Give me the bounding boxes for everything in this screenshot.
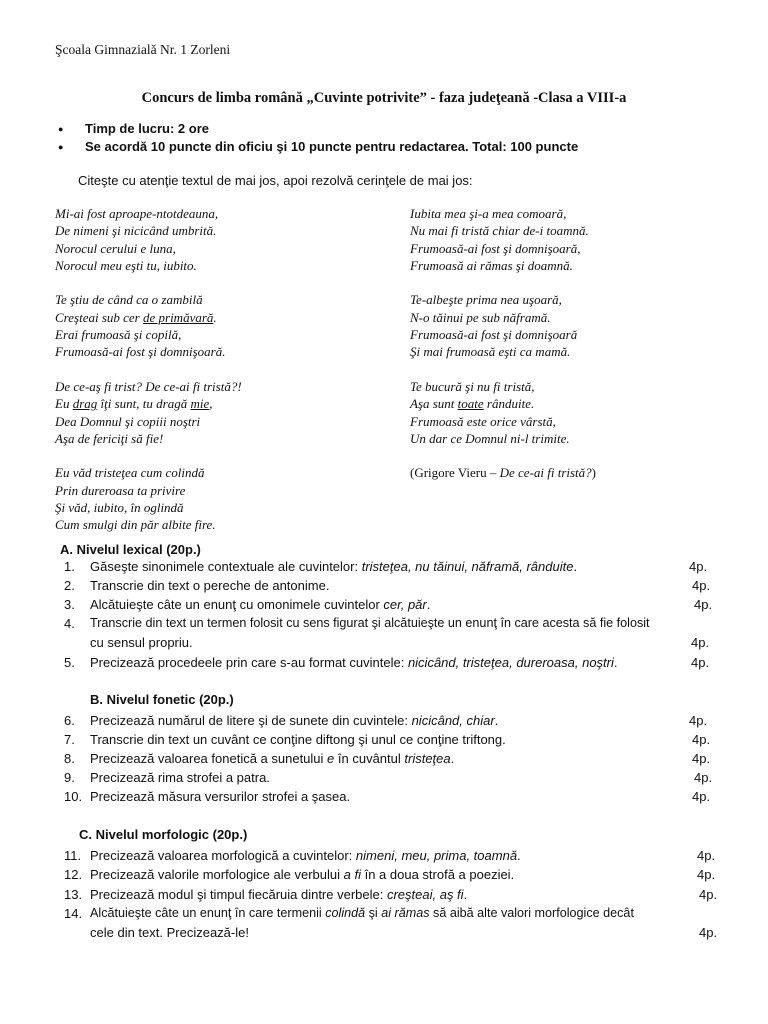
text-part: . <box>613 655 618 670</box>
italic-words: cer, păr <box>383 597 427 612</box>
underlined-word: drag <box>72 396 98 412</box>
stanza-7 <box>410 378 596 447</box>
question-points: 4p. <box>699 925 718 940</box>
question-text: Transcrie din text un cuvânt ce conţine diftong şi unul ce conţine triftong. <box>90 732 506 747</box>
attribution-part: (Grigore Vieru – <box>410 465 500 481</box>
section-b-heading: B. Nivelul fonetic (20p.) <box>90 692 234 707</box>
italic-words: nicicând, chiar <box>411 713 495 728</box>
text-part: Precizează valorile morfologice ale verbului <box>90 867 344 882</box>
question-points: 4p. <box>691 655 710 670</box>
question-text <box>90 557 577 576</box>
verse: Mi-ai fost aproape-ntotdeauna, <box>55 206 219 221</box>
verse: Iubita mea şi-a mea comoară, <box>410 206 567 221</box>
poem-right-column <box>410 205 596 499</box>
verse: De ce-aş fi trist? De ce-ai fi tristă?! <box>55 378 242 394</box>
poem-title: De ce-ai fi tristă? <box>499 465 592 481</box>
verse-part: Creşteai sub cer <box>55 309 143 325</box>
question-11 <box>0 846 768 865</box>
italic-words: nimeni, meu, prima, toamnă <box>355 848 518 863</box>
italic-words: colindă <box>325 906 366 920</box>
verse: Un dar ce Domnul ni-l trimite. <box>410 430 570 446</box>
text-part: cu sensul propriu. <box>90 635 193 650</box>
question-8 <box>0 749 768 768</box>
verse: Erai frumoasă şi copilă, <box>55 327 182 343</box>
verse-part: rânduite. <box>483 396 535 412</box>
poem-attribution <box>410 464 596 481</box>
underlined-word: de primăvară <box>142 309 214 325</box>
section-a-heading: A. Nivelul lexical (20p.) <box>60 542 201 557</box>
text-part: şi <box>365 906 382 920</box>
underlined-word: toate <box>457 396 484 412</box>
question-text <box>90 711 498 730</box>
question-text-line <box>90 923 722 942</box>
question-3 <box>0 595 768 614</box>
question-text: Precizează măsura versurilor strofei a şasea. <box>90 789 351 804</box>
points-info: ● Se acordă 10 puncte din oficiu şi 10 puncte pentru redactarea. Total: 100 puncte <box>55 138 578 156</box>
text-part: Precizează valoarea fonetică a sunetului <box>90 751 328 766</box>
question-points: 4p. <box>692 789 711 804</box>
verse: Norocul cerului e luna, <box>55 240 176 256</box>
question-6 <box>0 711 768 730</box>
time-limit: ● Timp de lucru: 2 ore <box>55 120 578 138</box>
stanza-4 <box>55 464 242 533</box>
text-part: Precizează valoarea morfologică a cuvintelor: <box>90 848 356 863</box>
question-14-text <box>90 904 722 942</box>
text-part: . <box>573 559 578 574</box>
question-10 <box>0 787 768 806</box>
question-text <box>90 885 467 904</box>
verse: Nu mai fi tristă chiar de-i toamnă. <box>410 223 589 239</box>
question-number: 13. <box>64 887 83 902</box>
text-part: . <box>450 751 455 766</box>
stanza-1 <box>55 205 242 274</box>
question-text: Precizează rima strofei a patra. <box>90 770 270 785</box>
text-part: . <box>463 887 468 902</box>
question-text <box>90 846 521 865</box>
question-number: 7. <box>64 732 75 747</box>
question-points: 4p. <box>691 635 710 650</box>
verse: Frumoasă-ai fost şi domnişoară. <box>55 344 226 360</box>
stanza-3 <box>55 378 242 447</box>
verse: Frumoasă este orice vârstă, <box>410 413 556 429</box>
verse: Prin dureroasa ta privire <box>55 482 186 498</box>
verse: De nimeni şi nicicând umbrită. <box>55 223 217 239</box>
exam-info-list <box>55 120 578 156</box>
question-number: 8. <box>64 751 75 766</box>
question-points: 4p. <box>694 770 713 785</box>
school-name: Şcoala Gimnazială Nr. 1 Zorleni <box>55 42 231 57</box>
text-part: Precizează procedeele prin care s-au format cuvintele: <box>90 655 408 670</box>
question-1 <box>0 557 768 576</box>
verse: Şi văd, iubito, în oglindă <box>55 500 184 516</box>
reading-instruction: Citeşte cu atenţie textul de mai jos, apoi rezolvă cerinţele de mai jos: <box>78 173 473 188</box>
question-points: 4p. <box>692 578 711 593</box>
question-number: 3. <box>64 597 75 612</box>
text-part: să aibă alte valori morfologice decât <box>429 906 634 920</box>
text-part: cele din text. Precizează-le! <box>90 925 249 940</box>
question-text <box>90 749 454 768</box>
question-number: 6. <box>64 713 75 728</box>
text-part: Alcătuieşte câte un enunţ cu omonimele cuvintelor <box>90 597 384 612</box>
question-number: 9. <box>64 770 75 785</box>
verse: Norocul meu eşti tu, iubito. <box>55 257 197 273</box>
verse: N-o tăinui pe sub năframă. <box>410 309 551 325</box>
question-4-text <box>90 614 722 652</box>
verse: Te-albeşte prima nea uşoară, <box>410 292 562 308</box>
verse: Frumoasă-ai fost şi domnişoară <box>410 327 578 343</box>
text-part: Alcătuieşte câte un enunţ în care termenii <box>90 906 326 920</box>
verse <box>55 395 242 412</box>
verse: Te bucură şi nu fi tristă, <box>410 378 535 394</box>
question-7 <box>0 730 768 749</box>
verse: Frumoasă ai rămas şi doamnă. <box>410 257 573 273</box>
poem-left-column <box>55 205 242 551</box>
italic-words: tristeţea <box>404 751 451 766</box>
question-points: 4p. <box>697 848 716 863</box>
stanza-2 <box>55 291 242 360</box>
verse: Dea Domnul şi copiii noştri <box>55 413 201 429</box>
stanza-5 <box>410 205 596 274</box>
italic-words: tristeţea, nu tăinui, năframă, rânduite <box>361 559 574 574</box>
question-points: 4p. <box>699 887 718 902</box>
question-points: 4p. <box>692 732 711 747</box>
question-13 <box>0 885 768 904</box>
question-number: 2. <box>64 578 75 593</box>
verse-part: Eu <box>55 396 73 412</box>
verse-part: , <box>209 396 213 412</box>
verse: Te ştiu de când ca o zambilă <box>55 292 203 308</box>
question-text: Transcrie din text o pereche de antonime. <box>90 578 330 593</box>
stanza-6 <box>410 291 596 360</box>
question-number: 4. <box>64 616 75 631</box>
text-part: în a doua strofă a poeziei. <box>360 867 515 882</box>
question-number: 5. <box>64 655 75 670</box>
question-points: 4p. <box>689 713 708 728</box>
question-text <box>90 653 618 672</box>
question-number: 14. <box>64 906 83 921</box>
italic-words: ai rămas <box>381 906 430 920</box>
question-2 <box>0 576 768 595</box>
question-text-line <box>90 633 722 652</box>
text-part: Precizează numărul de litere şi de sunete din cuvintele: <box>90 713 412 728</box>
italic-words: e <box>327 751 335 766</box>
italic-words: a fi <box>343 867 361 882</box>
verse-part: . <box>213 309 217 325</box>
section-c-heading: C. Nivelul morfologic (20p.) <box>79 827 248 842</box>
question-9 <box>0 768 768 787</box>
verse: Eu văd tristeţea cum colindă <box>55 465 205 481</box>
text-part: . <box>426 597 431 612</box>
text-part: . <box>517 848 521 863</box>
attribution-part: ) <box>591 465 597 481</box>
question-number: 12. <box>64 867 83 882</box>
text-part: Precizează modul şi timpul fiecăruia dintre verbele: <box>90 887 387 902</box>
verse-part: Aşa sunt <box>410 396 458 412</box>
text-part: Găseşte sinonimele contextuale ale cuvintelor: <box>90 559 362 574</box>
question-number: 10. <box>64 789 83 804</box>
verse: Frumoasă-ai fost şi domnişoară, <box>410 240 581 256</box>
question-points: 4p. <box>689 559 708 574</box>
verse <box>410 395 596 412</box>
question-5 <box>0 653 768 672</box>
underlined-word: mie <box>190 396 210 412</box>
text-part: în cuvântul <box>334 751 405 766</box>
verse-part: îţi sunt, tu dragă <box>97 396 191 412</box>
verse: Şi mai frumoasă eşti ca mamă. <box>410 344 571 360</box>
question-number: 1. <box>64 559 75 574</box>
question-text-line: Transcrie din text un termen folosit cu sens figurat şi alcătuieşte un enunţ în care acesta să fie folosit <box>90 616 650 630</box>
question-text <box>90 865 514 884</box>
question-points: 4p. <box>697 867 716 882</box>
verse <box>55 309 242 326</box>
question-points: 4p. <box>692 751 711 766</box>
question-points: 4p. <box>694 597 713 612</box>
page-title: Concurs de limba română „Cuvinte potrivite” - faza judeţeană -Clasa a VIII-a <box>141 90 627 106</box>
text-part: . <box>494 713 499 728</box>
verse: Aşa de fericiţi să fie! <box>55 430 164 446</box>
italic-words: creşteai, aş fi <box>386 887 464 902</box>
question-12 <box>0 865 768 884</box>
question-text <box>90 595 430 614</box>
italic-words: nicicând, tristeţea, dureroasa, noştri <box>407 655 614 670</box>
question-text-line <box>90 904 722 923</box>
verse: Cum smulgi din păr albite fire. <box>55 517 216 533</box>
question-number: 11. <box>64 848 82 863</box>
